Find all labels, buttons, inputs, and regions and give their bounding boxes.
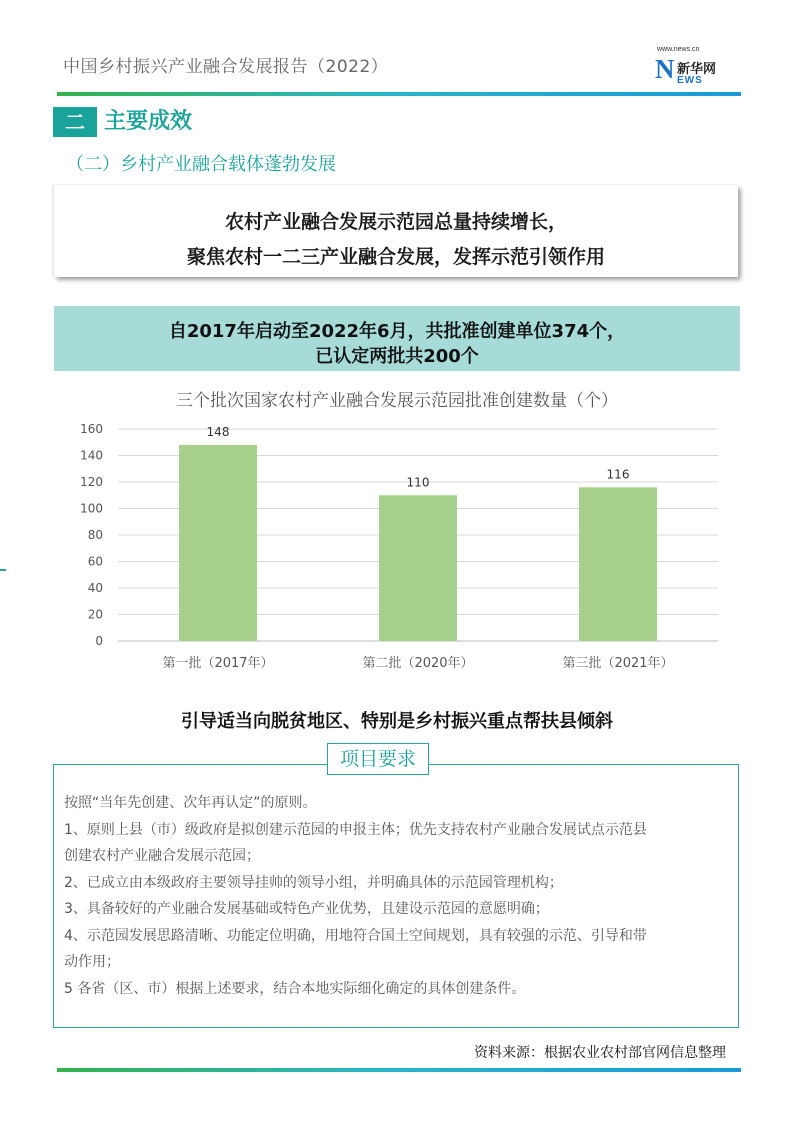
x-tick-label: 第一批（2017年） [162, 656, 274, 671]
y-tick-label: 160 [80, 422, 103, 436]
highlight-line-1: 农村产业融合发展示范园总量持续增长， [224, 211, 567, 233]
header-divider [57, 92, 741, 96]
xinhuanet-logo [655, 46, 735, 92]
y-tick-label: 120 [80, 475, 103, 489]
requirements-list [64, 790, 736, 1002]
requirement-line: 动作用； [64, 954, 120, 970]
statistic-line-1: 自2017年启动至2022年6月，共批准创建单位374个， [168, 321, 626, 342]
logo-url-text: www.news.cn [657, 46, 700, 53]
requirement-line: 5 各省（区、市）根据上述要求，结合本地实际细化确定的具体创建条件。 [64, 980, 526, 997]
y-tick-label: 20 [87, 607, 103, 622]
guidance-statement: 引导适当向脱贫地区、特别是乡村振兴重点帮扶县倾斜 [181, 711, 613, 732]
x-tick-label: 第二批（2020年） [362, 656, 474, 671]
x-tick-label: 第三批（2021年） [562, 656, 674, 671]
requirement-line: 4、示范园发展思路清晰、功能定位明确，用地符合国土空间规划，具有较强的示范、引导和带 [64, 927, 647, 944]
y-tick-label: 40 [87, 581, 103, 595]
bar-chart [54, 415, 740, 680]
data-label: 148 [206, 424, 230, 439]
y-tick-label: 60 [87, 554, 103, 569]
data-label: 116 [606, 467, 630, 482]
footer-divider [57, 1068, 741, 1072]
requirement-line: 按照“当年先创建、次年再认定”的原则。 [64, 795, 317, 811]
requirement-line: 3、具备较好的产业融合发展基础或特色产业优势，且建设示范园的意愿明确； [64, 901, 549, 917]
data-label: 110 [406, 475, 430, 490]
y-tick-label: 140 [80, 448, 103, 463]
requirement-line: 2、已成立由本级政府主要领导挂帅的领导小组，并明确具体的示范园管理机构； [64, 874, 563, 891]
statistic-line-2: 已认定两批共200个 [315, 346, 479, 367]
bar [179, 445, 257, 641]
section-number-badge: 二 [53, 107, 97, 137]
logo-cn-text: 新华网 [677, 62, 717, 77]
logo-n-letter: N [655, 54, 675, 84]
y-tick-label: 100 [80, 501, 103, 516]
margin-marker [0, 569, 6, 571]
section-title: 主要成效 [104, 109, 193, 134]
requirements-label: 项目要求 [327, 743, 429, 775]
chart-title: 三个批次国家农村产业融合发展示范园批准创建数量（个） [176, 391, 618, 411]
bar [379, 495, 457, 641]
y-tick-label: 0 [95, 634, 103, 648]
highlight-callout [54, 185, 738, 277]
statistic-banner [54, 306, 740, 371]
highlight-line-2: 聚焦农村一二三产业融合发展，发挥示范引领作用 [186, 246, 605, 268]
requirement-line: 创建农村产业融合发展示范园； [64, 848, 260, 864]
subsection-title: （二）乡村产业融合载体蓬勃发展 [66, 154, 336, 175]
logo-ews-text: EWS [677, 75, 703, 86]
source-note: 资料来源：根据农业农村部官网信息整理 [474, 1045, 726, 1061]
requirement-line: 1、原则上县（市）级政府是拟创建示范园的申报主体；优先支持农村产业融合发展试点示范县 [64, 821, 647, 838]
y-tick-label: 80 [87, 528, 103, 542]
bar [579, 487, 657, 641]
document-header-title: 中国乡村振兴产业融合发展报告（2022） [63, 57, 389, 77]
